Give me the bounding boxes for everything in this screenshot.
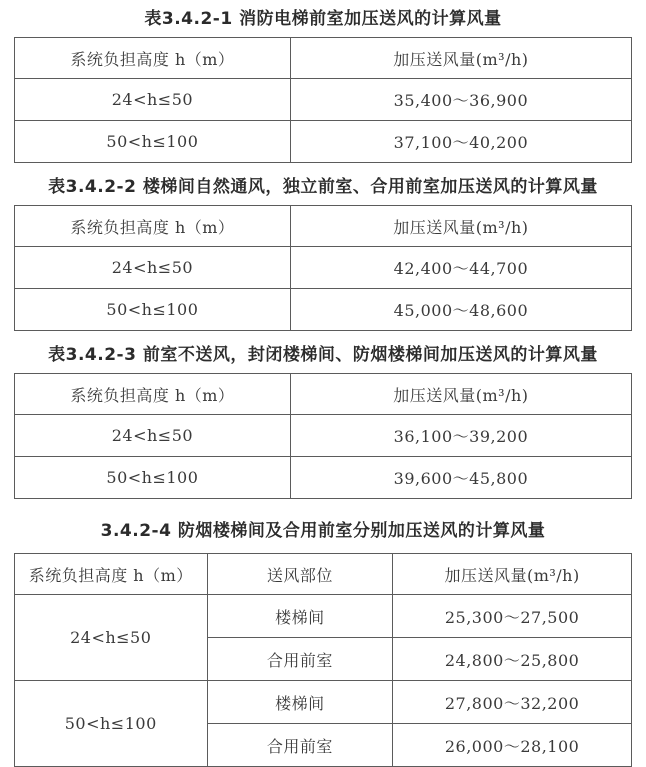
- cell-height-range: 50<h≤100: [15, 121, 291, 163]
- table-header-row: [15, 554, 632, 595]
- table-2-title: 表3.4.2-2 楼梯间自然通风，独立前室、合用前室加压送风的计算风量: [48, 177, 598, 197]
- cell-airflow-value: 27,800～32,200: [393, 681, 632, 724]
- table-2: [14, 205, 632, 331]
- table-section-2: [14, 176, 632, 331]
- table-row: [15, 79, 632, 121]
- col-header-airflow: 加压送风量(m³/h): [290, 38, 631, 79]
- table-row: [15, 681, 632, 724]
- cell-airflow-value: 26,000～28,100: [393, 724, 632, 767]
- col-header-airflow: 加压送风量(m³/h): [290, 206, 631, 247]
- table-row: [15, 415, 632, 457]
- cell-airflow-value: 42,400～44,700: [290, 247, 631, 289]
- table-1-title: 表3.4.2-1 消防电梯前室加压送风的计算风量: [144, 9, 502, 29]
- cell-height-range: 24<h≤50: [15, 79, 291, 121]
- col-header-system-height: 系统负担高度 h（m）: [15, 206, 291, 247]
- table-header-row: [15, 38, 632, 79]
- col-header-system-height: 系统负担高度 h（m）: [15, 554, 208, 595]
- table-4-title: 3.4.2-4 防烟楼梯间及合用前室分别加压送风的计算风量: [100, 521, 546, 541]
- table-row: [15, 289, 632, 331]
- cell-supply-location: 合用前室: [207, 724, 393, 767]
- table-row: [15, 595, 632, 638]
- cell-height-range: 24<h≤50: [15, 595, 208, 681]
- cell-airflow-value: 35,400～36,900: [290, 79, 631, 121]
- table-4: [14, 553, 632, 767]
- table-3: [14, 373, 632, 499]
- table-3-title: 表3.4.2-3 前室不送风，封闭楼梯间、防烟楼梯间加压送风的计算风量: [48, 345, 598, 365]
- table-section-3: [14, 344, 632, 499]
- cell-airflow-value: 24,800～25,800: [393, 638, 632, 681]
- cell-height-range: 50<h≤100: [15, 457, 291, 499]
- cell-height-range: 24<h≤50: [15, 415, 291, 457]
- cell-airflow-value: 37,100～40,200: [290, 121, 631, 163]
- table-row: [15, 247, 632, 289]
- cell-supply-location: 楼梯间: [207, 681, 393, 724]
- table-1: [14, 37, 632, 163]
- cell-height-range: 50<h≤100: [15, 289, 291, 331]
- cell-height-range: 24<h≤50: [15, 247, 291, 289]
- table-header-row: [15, 374, 632, 415]
- col-header-system-height: 系统负担高度 h（m）: [15, 374, 291, 415]
- cell-airflow-value: 45,000～48,600: [290, 289, 631, 331]
- table-row: [15, 121, 632, 163]
- table-row: [15, 457, 632, 499]
- cell-supply-location: 楼梯间: [207, 595, 393, 638]
- table-section-1: [14, 8, 632, 163]
- col-header-airflow: 加压送风量(m³/h): [290, 374, 631, 415]
- table-section-4: [14, 520, 632, 767]
- cell-airflow-value: 25,300～27,500: [393, 595, 632, 638]
- table-header-row: [15, 206, 632, 247]
- cell-airflow-value: 39,600～45,800: [290, 457, 631, 499]
- col-header-system-height: 系统负担高度 h（m）: [15, 38, 291, 79]
- cell-airflow-value: 36,100～39,200: [290, 415, 631, 457]
- cell-height-range: 50<h≤100: [15, 681, 208, 767]
- col-header-airflow: 加压送风量(m³/h): [393, 554, 632, 595]
- col-header-supply-location: 送风部位: [207, 554, 393, 595]
- cell-supply-location: 合用前室: [207, 638, 393, 681]
